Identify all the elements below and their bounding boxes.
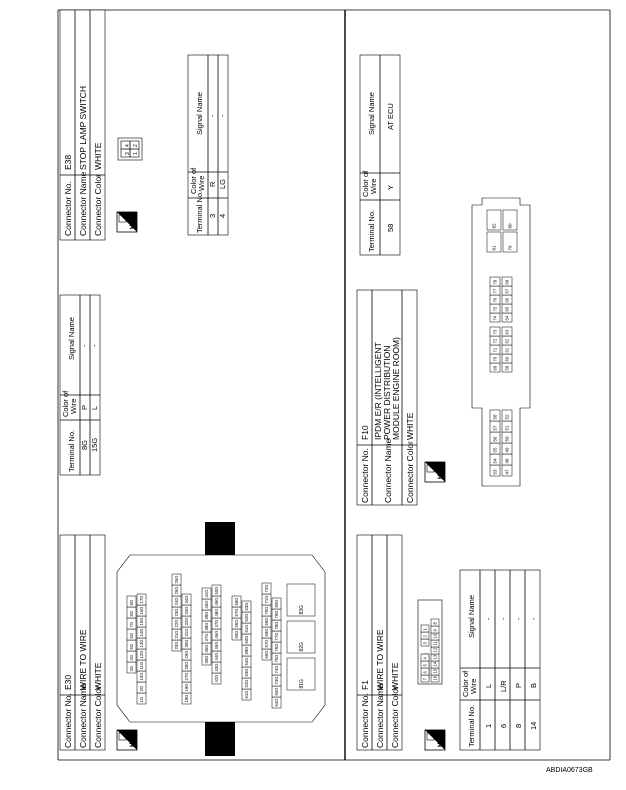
e38-connector-no: E38 (63, 154, 73, 170)
e30-pin-5G: 5G (128, 643, 134, 650)
e30-pin-61G: 61G (243, 624, 249, 633)
f1-pin-6: 6 (422, 671, 428, 674)
e30-pin-76G: 76G (273, 643, 279, 652)
f1-pin-8: 8 (432, 622, 438, 625)
e30-pin-51G: 51G (243, 690, 249, 699)
f1-row1-terminal: 1 (484, 723, 493, 728)
e38-pin-1: 1 (133, 152, 139, 155)
f1-pin-7: 7 (422, 678, 428, 681)
f10-pin-73: 73 (492, 329, 498, 335)
f1-pin-9: 9 (432, 629, 438, 632)
e30-pin-20G: 20G (173, 641, 179, 650)
e30-pin-23G: 23G (173, 608, 179, 617)
f10-pin-67: 67 (504, 288, 510, 294)
e30-pin-72G: 72G (263, 584, 269, 593)
f10-pin-80: 80 (507, 223, 513, 229)
e30-pin-12G: 12G (138, 650, 144, 659)
e30-connector-name: WIRE TO WIRE (78, 629, 88, 690)
f10-connector-no-label: Connector No. (360, 448, 370, 503)
e30-wire-color-header-2: Wire (69, 398, 78, 414)
e38-hs-icon (117, 212, 137, 232)
e30-pin-35G: 35G (203, 655, 209, 664)
e30-pin-59G: 59G (243, 646, 249, 655)
f1-row1-wire: L (484, 683, 493, 688)
f10-pin-77: 77 (492, 288, 498, 294)
f10-wire-color-header-1: Color of (361, 170, 370, 197)
f1-row2-wire: L/R (499, 680, 508, 692)
e30-pin-78G: 78G (273, 621, 279, 630)
f10-pin-82: 82 (491, 223, 497, 229)
f10-connector-name-line1: IPDM E/R (INTELLIGENT (373, 342, 383, 440)
e30-pin-34G: 34G (183, 595, 189, 604)
f10-pin-71: 71 (492, 347, 498, 353)
e30-pin-64G: 64G (273, 698, 279, 707)
e30-terminal-table (60, 295, 100, 475)
f1-row3-signal: - (514, 617, 523, 620)
e30-pin-50G: 50G (213, 586, 219, 595)
e30-pin-1G: 1G (138, 696, 144, 703)
f1-pin-1: 1 (422, 628, 428, 631)
e30-pin-31G: 31G (183, 628, 189, 637)
e30-pin-44G: 44G (213, 652, 219, 661)
e30-connector-color-label: Connector Color (93, 686, 103, 748)
f1-connector-color-label: Connector Color (390, 686, 400, 748)
e38-wire-color-header-2: Wire (197, 175, 206, 191)
f10-pin-57: 57 (492, 425, 498, 431)
e38-signal-name-header: Signal Name (195, 92, 204, 135)
f10-row1-signal: AT ECU (386, 103, 395, 130)
e30-pin-66G: 66G (263, 650, 269, 659)
f10-pin-51: 51 (504, 425, 510, 431)
e30-row2-terminal: 15G (90, 437, 99, 452)
f1-row4-terminal: 14 (529, 721, 538, 730)
f1-row3-terminal: 8 (514, 723, 523, 728)
e30-pin-24G: 24G (173, 597, 179, 606)
e30-pin-52G: 52G (243, 679, 249, 688)
e30-pin-15G: 15G (138, 617, 144, 626)
f1-connector-name-label: Connector Name (375, 683, 385, 748)
e38-row1-terminal: 3 (208, 213, 217, 218)
f1-terminal-no-header: Terminal No. (467, 704, 476, 747)
f1-wire-color-header-1: Color of (461, 670, 470, 697)
e30-pin-17G: 17G (138, 595, 144, 604)
e30-pin-54G: 54G (243, 657, 249, 666)
e38-row2-wire: LG (218, 178, 227, 189)
e30-pin-41G: 41G (203, 589, 209, 598)
e38-terminal-no-header: Terminal No. (195, 190, 204, 233)
e30-pin-7G: 7G (128, 621, 134, 628)
f10-pin-74: 74 (492, 315, 498, 321)
e38-row1-wire: R (208, 181, 217, 187)
e30-pin-77G: 77G (273, 632, 279, 641)
e30-pin-63G: 63G (243, 602, 249, 611)
e38-row2-signal: - (218, 114, 227, 117)
e30-pin-79G: 79G (273, 610, 279, 619)
f1-row1-signal: - (484, 617, 493, 620)
f10-pin-68: 68 (504, 279, 510, 285)
f1-pin-5: 5 (422, 664, 428, 667)
e30-row1-terminal: 8G (80, 439, 89, 450)
e30-row1-signal: - (80, 344, 89, 347)
e30-pin-81G: 81G (298, 679, 305, 689)
e30-pin-80G: 80G (273, 599, 279, 608)
e30-pin-57G: 57G (233, 608, 239, 617)
f10-pin-72: 72 (492, 338, 498, 344)
f10-pin-56: 56 (492, 436, 498, 442)
f10-pin-55: 55 (492, 447, 498, 453)
e38-connector-no-label: Connector No. (63, 181, 73, 236)
svg-text:H.S.: H.S. (438, 467, 444, 479)
f1-pin-15: 15 (432, 668, 438, 674)
f10-pin-54: 54 (492, 458, 498, 464)
f10-connector-color: WHITE (405, 412, 415, 440)
e38-header-table (60, 10, 105, 240)
f1-connector-color: WHITE (390, 662, 400, 690)
f10-terminal-no-header: Terminal No. (367, 209, 376, 252)
f10-connector-name-label: Connector Name (383, 438, 393, 503)
e30-connector-face (117, 522, 325, 756)
f1-row3-wire: P (514, 682, 523, 688)
e30-row2-wire: L (90, 405, 99, 410)
f10-pin-79: 79 (507, 245, 513, 251)
e30-pin-55G: 55G (233, 630, 239, 639)
f1-row4-signal: - (529, 617, 538, 620)
f1-connector-name: WIRE TO WIRE (375, 629, 385, 690)
f1-pin-16: 16 (432, 675, 438, 681)
e30-pin-45G: 45G (213, 641, 219, 650)
e30-terminal-no-header: Terminal No. (67, 429, 76, 472)
f1-header-table (357, 535, 402, 750)
e38-pin-4: 4 (125, 144, 131, 147)
f1-connector-face (418, 600, 442, 684)
f1-pin-10: 10 (432, 633, 438, 639)
e30-pin-29G: 29G (183, 650, 189, 659)
e30-pin-28G: 28G (183, 661, 189, 670)
e30-pin-67G: 67G (263, 639, 269, 648)
e30-connector-no-label: Connector No. (63, 693, 73, 748)
f1-terminal-table (460, 570, 540, 750)
e30-pin-11G: 11G (138, 661, 144, 670)
e38-connector-color: WHITE (93, 142, 103, 170)
f10-pin-78: 78 (492, 279, 498, 285)
e30-pin-73G: 73G (273, 676, 279, 685)
e30-pin-30G: 30G (183, 639, 189, 648)
e30-pin-71G: 71G (263, 595, 269, 604)
e30-pin-83G: 83G (298, 605, 305, 615)
f10-pin-60: 60 (504, 356, 510, 362)
e38-terminal-table (188, 55, 228, 235)
e30-pin-36G: 36G (203, 644, 209, 653)
e38-pin-2: 2 (133, 144, 139, 147)
e30-pin-47G: 47G (213, 619, 219, 628)
e30-pin-37G: 37G (203, 633, 209, 642)
f10-row1-terminal: 58 (386, 223, 395, 232)
f10-pin-75: 75 (492, 306, 498, 312)
f10-pin-65: 65 (504, 306, 510, 312)
e30-pin-2G: 2G (138, 685, 144, 692)
e30-connector-color: WHITE (93, 662, 103, 690)
svg-text:H.S.: H.S. (438, 735, 444, 747)
e30-pin-40G: 40G (203, 600, 209, 609)
f1-row4-wire: B (529, 682, 538, 688)
e30-connector-name-label: Connector Name (78, 683, 88, 748)
f1-signal-name-header: Signal Name (467, 595, 476, 638)
e38-row2-terminal: 4 (218, 213, 227, 218)
f1-wire-color-header-2: Wire (469, 678, 478, 694)
e30-pin-43G: 43G (213, 663, 219, 672)
e30-pin-16G: 16G (138, 606, 144, 615)
f1-pin-11: 11 (432, 641, 438, 646)
f10-pin-76: 76 (492, 297, 498, 303)
e30-pin-56G: 56G (233, 619, 239, 628)
e38-connector-color-label: Connector Color (93, 174, 103, 236)
e30-pin-58G: 58G (233, 597, 239, 606)
f10-connector-no: F10 (360, 425, 370, 440)
f1-pin-2: 2 (422, 635, 428, 638)
f1-row2-terminal: 6 (499, 723, 508, 728)
e30-pin-19G: 19G (183, 683, 189, 692)
e30-pin-14G: 14G (138, 628, 144, 637)
f1-connector-no-label: Connector No. (360, 693, 370, 748)
svg-text:H.S.: H.S. (130, 217, 136, 229)
e38-connector-face (118, 138, 142, 160)
e30-header-table (60, 535, 105, 750)
f10-pin-61: 61 (504, 347, 510, 353)
e30-pin-21G: 21G (173, 630, 179, 639)
f10-pin-48: 48 (504, 458, 510, 464)
f1-pin-14: 14 (432, 661, 438, 667)
f10-pin-64: 64 (504, 315, 510, 321)
e30-wire-color-header-1: Color of (61, 390, 70, 417)
e30-pin-48G: 48G (213, 608, 219, 617)
e30-pin-27G: 27G (183, 672, 189, 681)
e30-pin-26G: 26G (173, 575, 179, 584)
e30-pin-32G: 32G (183, 617, 189, 626)
e30-pin-13G: 13G (138, 639, 144, 648)
e30-pin-75G: 75G (273, 654, 279, 663)
e30-pin-10G: 10G (138, 672, 144, 681)
e38-row1-signal: - (208, 114, 217, 117)
f10-header-table (357, 290, 417, 505)
e30-pin-3G: 3G (128, 665, 134, 672)
e30-pin-18G: 18G (183, 694, 189, 703)
f10-pin-63: 63 (504, 329, 510, 335)
e30-pin-22G: 22G (173, 619, 179, 628)
f10-pin-62: 62 (504, 338, 510, 344)
e30-row2-signal: - (90, 344, 99, 347)
e30-pin-65G: 65G (273, 687, 279, 696)
e30-pin-38G: 38G (203, 622, 209, 631)
e30-hs-icon (117, 730, 137, 750)
e30-pin-46G: 46G (213, 630, 219, 639)
f10-hs-icon (425, 462, 445, 482)
f10-pin-59: 59 (504, 365, 510, 371)
f10-connector-face (472, 198, 530, 486)
f10-pin-52: 52 (504, 414, 510, 420)
f1-pin-13: 13 (432, 654, 438, 660)
e30-pin-9G: 9G (128, 599, 134, 606)
f10-pin-66: 66 (504, 297, 510, 303)
f10-pin-50: 50 (504, 436, 510, 442)
e30-pin-33G: 33G (183, 606, 189, 615)
f10-connector-name-line2: POWER DISTRIBUTION (382, 345, 392, 440)
f10-pin-81: 81 (491, 245, 497, 251)
f1-pin-3: 3 (422, 642, 428, 645)
e38-wire-color-header-1: Color of (189, 167, 198, 194)
e30-pin-6G: 6G (128, 632, 134, 639)
f10-wire-color-header-2: Wire (369, 178, 378, 194)
e30-pin-39G: 39G (203, 611, 209, 620)
e38-connector-name-label: Connector Name (78, 171, 88, 236)
f1-pin-12: 12 (432, 647, 438, 653)
e30-pin-74G: 74G (273, 665, 279, 674)
e30-connector-no: E30 (63, 674, 73, 690)
f1-pin-4: 4 (422, 657, 428, 660)
e30-pin-53G: 53G (243, 668, 249, 677)
f10-row1-wire: Y (386, 184, 395, 190)
f10-pin-47: 47 (504, 469, 510, 475)
f10-connector-color-label: Connector Color (405, 441, 415, 503)
f10-pin-70: 70 (492, 356, 498, 362)
f1-row2-signal: - (499, 617, 508, 620)
e30-row1-wire: P (80, 404, 89, 410)
f10-terminal-table (360, 55, 400, 255)
e30-pin-49G: 49G (213, 597, 219, 606)
f10-signal-name-header: Signal Name (367, 92, 376, 135)
f10-connector-name-line3: MODULE ENGINE ROOM) (391, 337, 401, 440)
e30-lock-tab-top (205, 522, 235, 555)
f10-pin-49: 49 (504, 447, 510, 453)
e30-pin-82G: 82G (298, 642, 305, 652)
e30-pin-69G: 69G (263, 617, 269, 626)
e30-pin-68G: 68G (263, 628, 269, 637)
e30-pin-70G: 70G (263, 606, 269, 615)
f10-pin-58: 58 (492, 414, 498, 420)
e30-pin-62G: 62G (243, 613, 249, 622)
e30-lock-tab-bottom (205, 722, 235, 756)
e30-pin-4G: 4G (128, 654, 134, 661)
f10-pin-53: 53 (492, 469, 498, 475)
f1-connector-no: F1 (360, 680, 370, 690)
e30-pin-60G: 60G (243, 635, 249, 644)
e30-pin-25G: 25G (173, 586, 179, 595)
f1-hs-icon (425, 730, 445, 750)
f10-pin-69: 69 (492, 365, 498, 371)
e38-connector-name: STOP LAMP SWITCH (78, 85, 88, 170)
e30-signal-name-header: Signal Name (67, 317, 76, 360)
e30-pin-8G: 8G (128, 610, 134, 617)
e38-pin-3: 3 (125, 152, 131, 155)
svg-text:H.S.: H.S. (130, 735, 136, 747)
diagram-code: ABDIA0673GB (546, 767, 593, 774)
e30-pin-42G: 42G (213, 674, 219, 683)
